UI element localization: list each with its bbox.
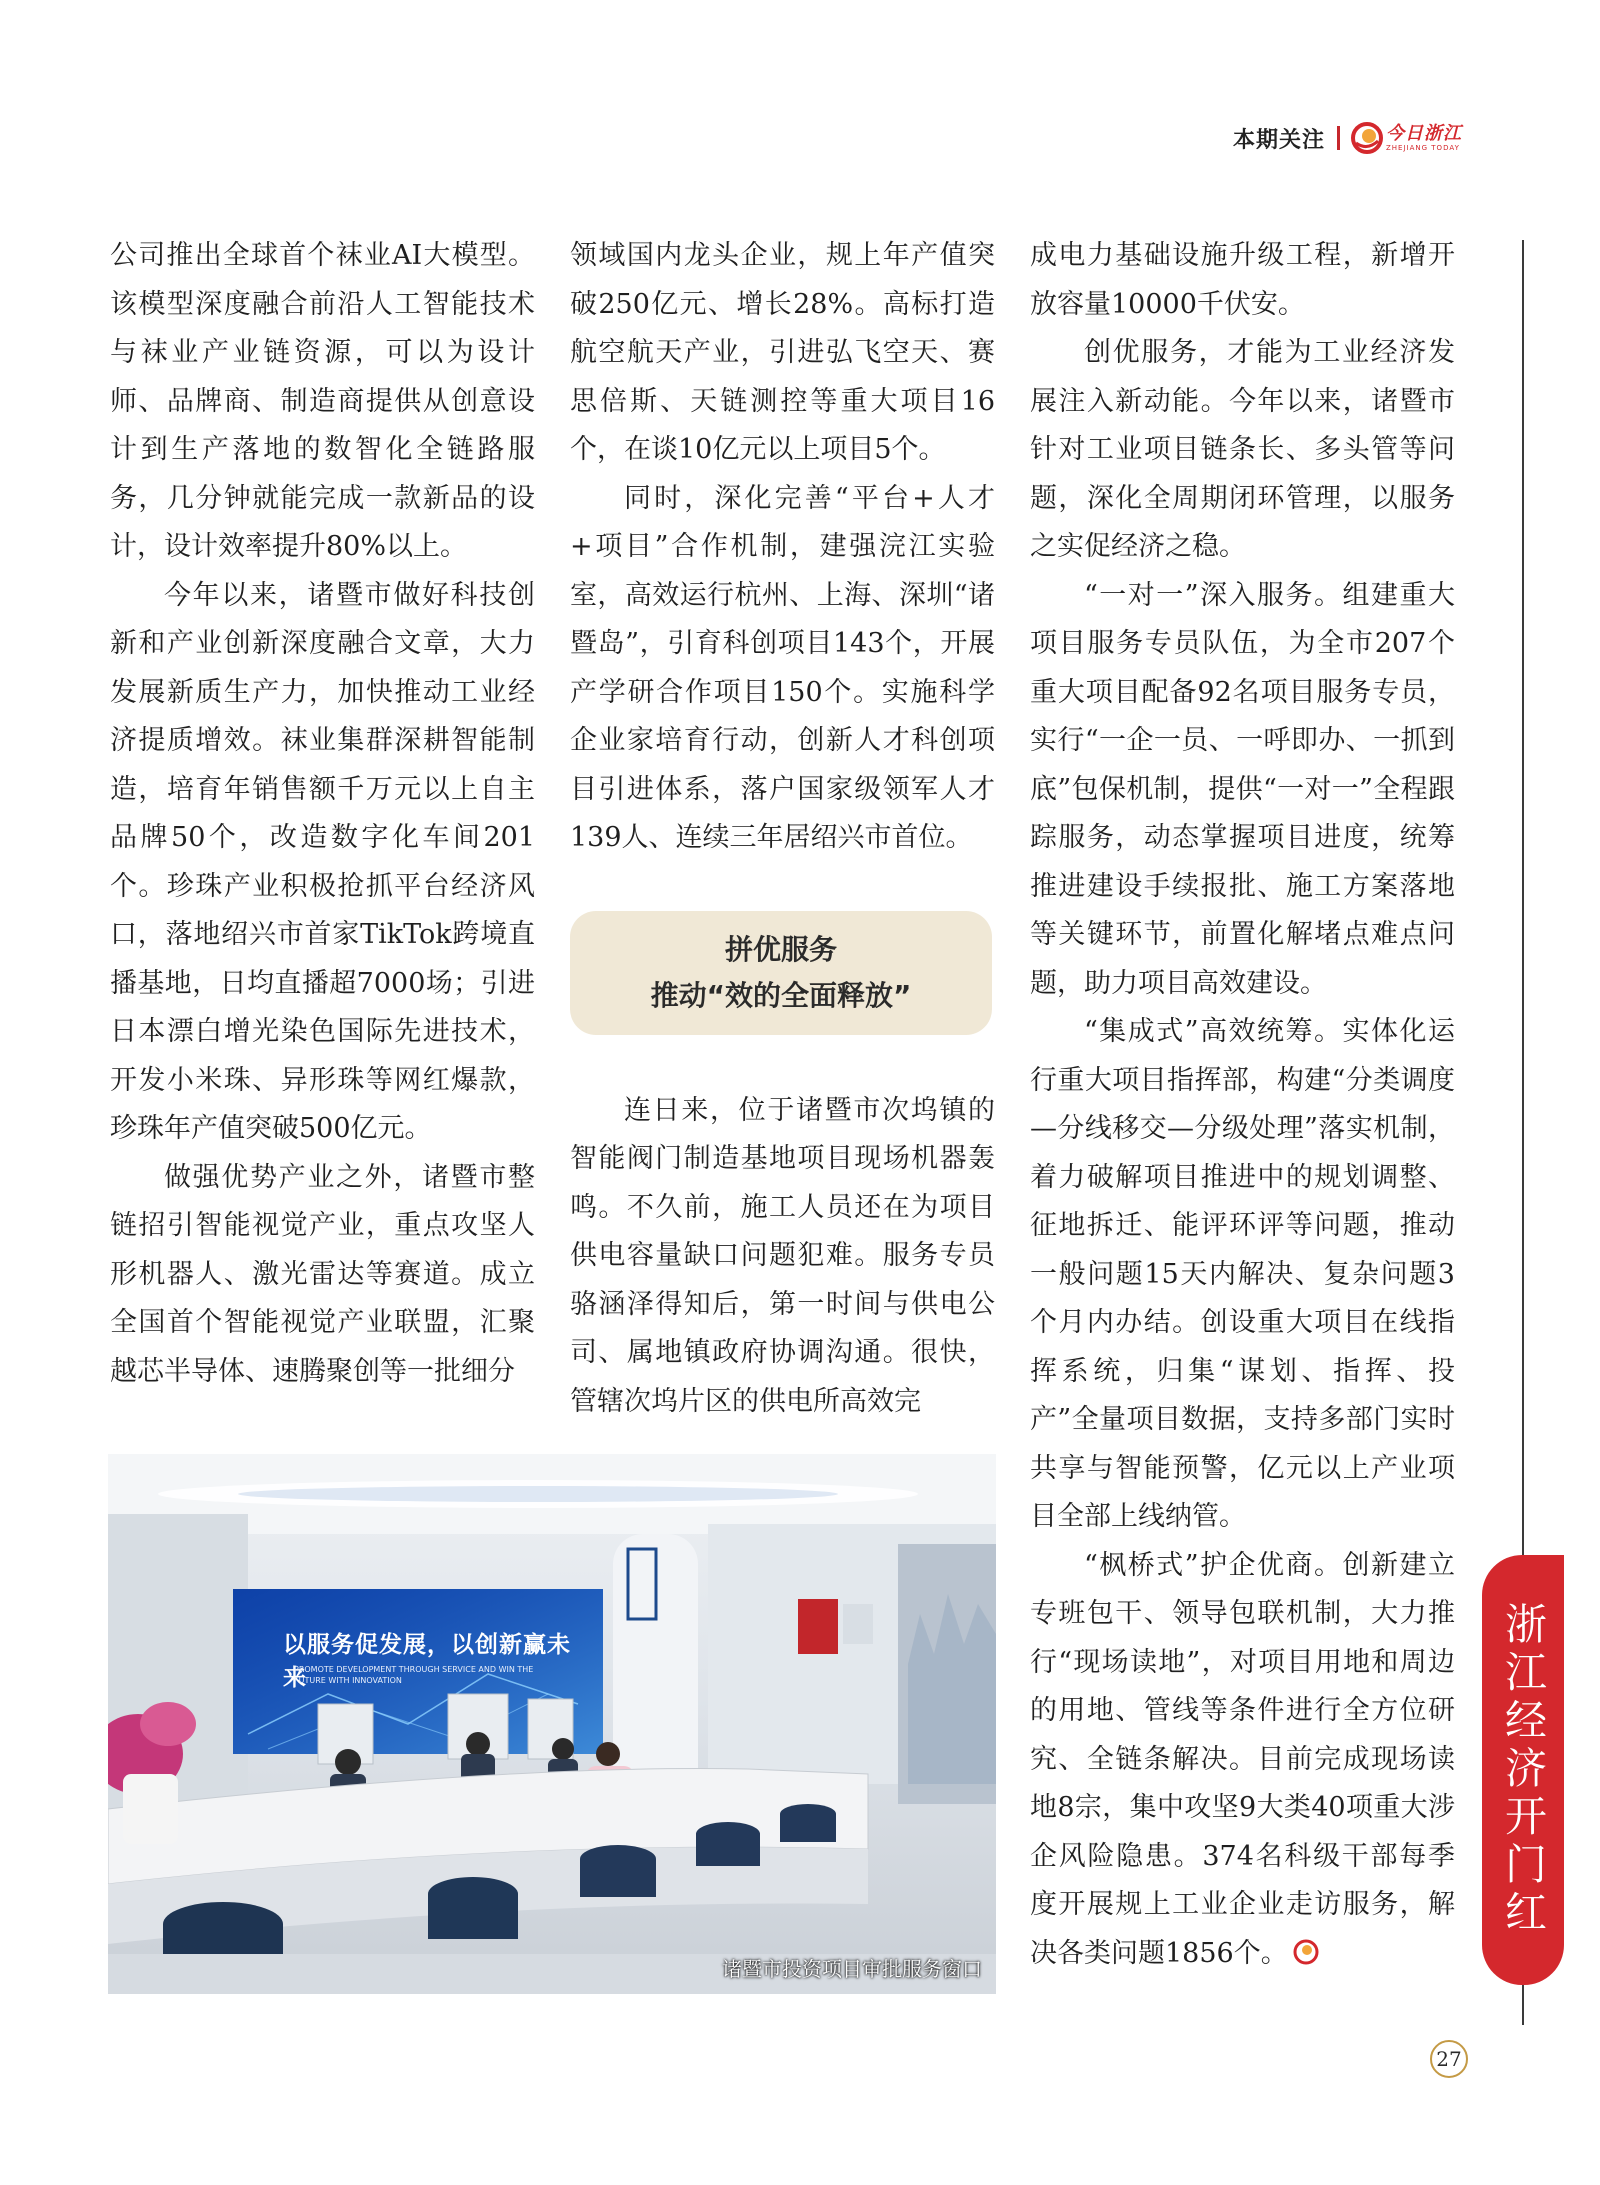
paragraph: 今年以来，诸暨市做好科技创新和产业创新深度融合文章，大力发展新质生产力，加快推动工业经济提质增效。袜业集群深耕智能制造，培育年销售额千万元以上自主品牌50个，改造数字化车间201个。珍珠产业积极抢抓平台经济风口，落地绍兴市首家TikTok跨境直播基地，日均直播超7000场；引进日本漂白增光染色国际先进技术，开发小米珠、异形珠等网红爆款，珍珠年产值突破500亿元。 xyxy=(110,579,535,1144)
section-heading-line-1: 拼优服务 xyxy=(724,932,837,966)
paragraph: 公司推出全球首个袜业AI大模型。该模型深度融合前沿人工智能技术与袜业产业链资源，可以为设计师、品牌商、制造商提供从创意设计到生产落地的数智化全链路服务，几分钟就能完成一款新品的设计，设计效率提升80%以上。 xyxy=(110,240,535,562)
paragraph: “一对一”深入服务。组建重大项目服务专员队伍，为全市207个重大项目配备92名项目服务专员，实行“一企一员、一呼即办、一抓到底”包保机制，提供“一对一”全程跟踪服务，动态掌握项目进度，统筹推进建设手续报批、施工方案落地等关键环节，前置化解堵点难点问题，助力项目高效建设。 xyxy=(1030,579,1455,999)
paragraph xyxy=(1030,1542,1455,1979)
paragraph: 创优服务，才能为工业经济发展注入新动能。今年以来，诸暨市针对工业项目链条长、多头管等问题，深化全周期闭环管理，以服务之实促经济之稳。 xyxy=(1030,337,1455,562)
section-heading-line-2: 推动“效的全面释放” xyxy=(650,978,912,1012)
magazine-logo xyxy=(1350,121,1462,155)
photo-caption: 诸暨市投资项目审批服务窗口 xyxy=(722,1957,982,1981)
column-tab xyxy=(1482,1555,1564,1985)
section-heading-box xyxy=(570,911,992,1035)
text-column-3 xyxy=(1030,232,1455,1978)
screen-slogan: 以服务促发展，以创新赢未来 xyxy=(283,1632,571,1691)
paragraph: 做强优势产业之外，诸暨市整链招引智能视觉产业，重点攻坚人形机器人、激光雷达等赛道。成立全国首个智能视觉产业联盟，汇聚越芯半导体、速腾聚创等一批细分 xyxy=(110,1161,535,1387)
margin-rule-bottom xyxy=(1522,1985,1524,2025)
service-hall-photo xyxy=(108,1454,996,1994)
page-number: 27 xyxy=(1430,2040,1468,2078)
paragraph: 成电力基础设施升级工程，新增开放容量10000千伏安。 xyxy=(1030,240,1455,320)
paragraph: “集成式”高效统筹。实体化运行重大项目指挥部，构建“分类调度—分线移交—分级处理”落实机制，着力破解项目推进中的规划调整、征地拆迁、能评环评等问题，推动一般问题15天内解决、复杂问题3个月内办结。创设重大项目在线指挥系统，归集“谋划、指挥、投产”全量项目数据，支持多部门实时共享与智能预警，亿元以上产业项目全部上线纳管。 xyxy=(1030,1016,1455,1532)
logo-subtext: ZHEJIANG TODAY xyxy=(1386,143,1460,152)
column-tab-label: 浙江经济开门红 xyxy=(1499,1602,1548,1938)
text-column-1 xyxy=(110,232,535,1396)
header-divider xyxy=(1337,126,1340,150)
text-column-2 xyxy=(570,232,995,1426)
paragraph-text: “枫桥式”护企优商。创新建立专班包干、领导包联机制，大力推行“现场读地”，对项目用地和周边的用地、管线等条件进行全方位研究、全链条解决。目前完成现场读地8宗，集中攻坚9大类40项重大涉企风险隐患。374名科级干部每季度开展规上工业企业走访服务，解决各类问题1856个。 xyxy=(1030,1549,1455,1969)
paragraph: 连日来，位于诸暨市次坞镇的智能阀门制造基地项目现场机器轰鸣。不久前，施工人员还在为项目供电容量缺口问题犯难。服务专员骆涵泽得知后，第一时间与供电公司、属地镇政府协调沟通。很快，管辖次坞片区的供电所高效完 xyxy=(570,1094,995,1417)
paragraph: 同时，深化完善“平台+人才+项目”合作机制，建强浣江实验室，高效运行杭州、上海、深圳“诸暨岛”，引育科创项目143个，开展产学研合作项目150个。实施科学企业家培育行动，创新人才科创项目引进体系，落户国家级领军人才139人、连续三年居绍兴市首位。 xyxy=(570,482,995,853)
page-header xyxy=(1233,118,1462,158)
screen-slogan-en: PROMOTE DEVELOPMENT THROUGH SERVICE AND WIN THE FUTURE WITH INNOVATION xyxy=(294,1665,534,1685)
margin-rule xyxy=(1522,240,1524,1555)
paragraph: 领域国内龙头企业，规上年产值突破250亿元、增长28%。高标打造航空航天产业，引进弘飞空天、赛思倍斯、天链测控等重大项目16个，在谈10亿元以上项目5个。 xyxy=(570,240,995,465)
section-label: 本期关注 xyxy=(1232,127,1325,153)
photo-illustration xyxy=(108,1454,996,1994)
logo-text: 今日浙江 xyxy=(1386,122,1462,144)
logo-swirl-icon xyxy=(1350,121,1384,155)
end-mark-icon xyxy=(1292,1938,1320,1966)
